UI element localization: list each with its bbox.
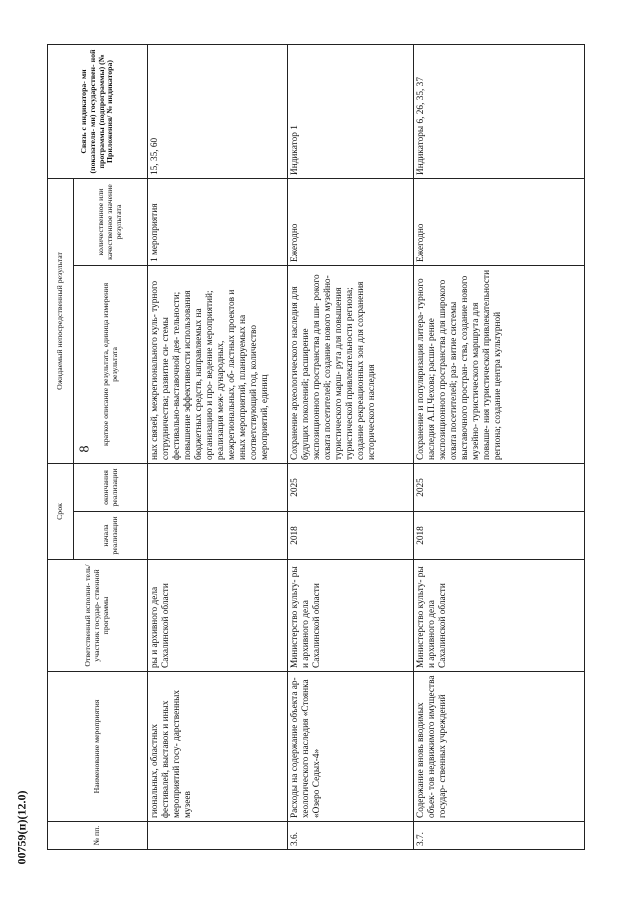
row-name: Содержание вновь вводимых объек- тов недвижимого имущества государ- ственных учреждений [414, 672, 585, 822]
header-link: Связь с индикатора- ми (показателя- ми) государствен- ной программы (подпрограммы) (№ Приложения/ № индикатора) [48, 44, 148, 178]
row-start: 2018 [414, 512, 585, 560]
row-start [148, 512, 288, 560]
row-num [148, 822, 288, 850]
row-link: Индикаторы 6, 26, 35, 37 [414, 44, 585, 178]
row-responsible: ры и архивного дела Сахалинской области [148, 560, 288, 672]
header-result-qty: количественное или качественное значение результата [74, 178, 148, 265]
row-end: 2025 [414, 463, 585, 511]
row-desc: ных связей, межрегионального куль- турного сотрудничества; развитие си- стемы фестивально-выставочной дея- тельности; повышение эффективности использования бюджетных средств, направляемых на организацию и про- ведение мероприятий; реализация меж- дународных, межрегиональных, об- ластных проектов и иных мероприятий, планируемых на соответствующий год, количество мероприятий, единиц [148, 265, 288, 463]
table-row [148, 44, 288, 849]
row-name: гиональных, областных фестивалей, выставок и иных мероприятий госу- дарственных музеев [148, 672, 288, 822]
header-responsible: Ответственный исполни- тель/участник государ- ственной программы [48, 560, 148, 672]
row-num: 3.7. [414, 822, 585, 850]
header-num: № пп. [48, 822, 148, 850]
row-desc: Сохранение археологического наследия для будущих поколений; расширение экспозиционного пространства для ши- рокого охвата посетителей; создание нового музейно-туристического марш- рута для повышения туристической привлекательности региона; создание рекреационных зон для сохранения исторического наследия [288, 265, 414, 463]
row-desc: Сохранение и популяризация литера- турного наследия А.П.Чехова; расши- рение экспозиционного пространства для широкого охвата посетителей; раз- витие системы выставочного простран- ства, создание нового музейно- туристического маршрута для повыше- ния туристической привлекательности региона; создание центра культурной [414, 265, 585, 463]
row-start: 2018 [288, 512, 414, 560]
row-end: 2025 [288, 463, 414, 511]
row-end [148, 463, 288, 511]
row-qty: Ежегодно [288, 178, 414, 265]
header-term: Срок [48, 463, 74, 559]
header-term-start: начала реализации [74, 512, 148, 560]
header-term-end: окончания реализации [74, 463, 148, 511]
header-result: Ожидаемый непосредственный результат [48, 178, 74, 463]
row-link: Индикатор 1 [288, 44, 414, 178]
header-result-desc: краткое описание результата, единица измерения результата [74, 265, 148, 463]
row-qty: Ежегодно [414, 178, 585, 265]
row-num: 3.6. [288, 822, 414, 850]
row-qty: 1 мероприятия [148, 178, 288, 265]
table-row [414, 44, 585, 849]
table-row [288, 44, 414, 849]
row-responsible: Министерство культу- ры и архивного дела Сахалинской области [414, 560, 585, 672]
page-number: 8 [77, 445, 93, 453]
row-name: Расходы на содержание объекта ар- хеологического наследия «Стоянка «Озеро Седых-4» [288, 672, 414, 822]
header-name: Наименование мероприятия [48, 672, 148, 822]
row-responsible: Министерство культу- ры и архивного дела Сахалинской области [288, 560, 414, 672]
program-table [47, 44, 585, 850]
row-link: 15, 35, 60 [148, 44, 288, 178]
rotated-table-container [47, 45, 584, 850]
document-code: 00759(п)(12.0) [14, 790, 29, 865]
